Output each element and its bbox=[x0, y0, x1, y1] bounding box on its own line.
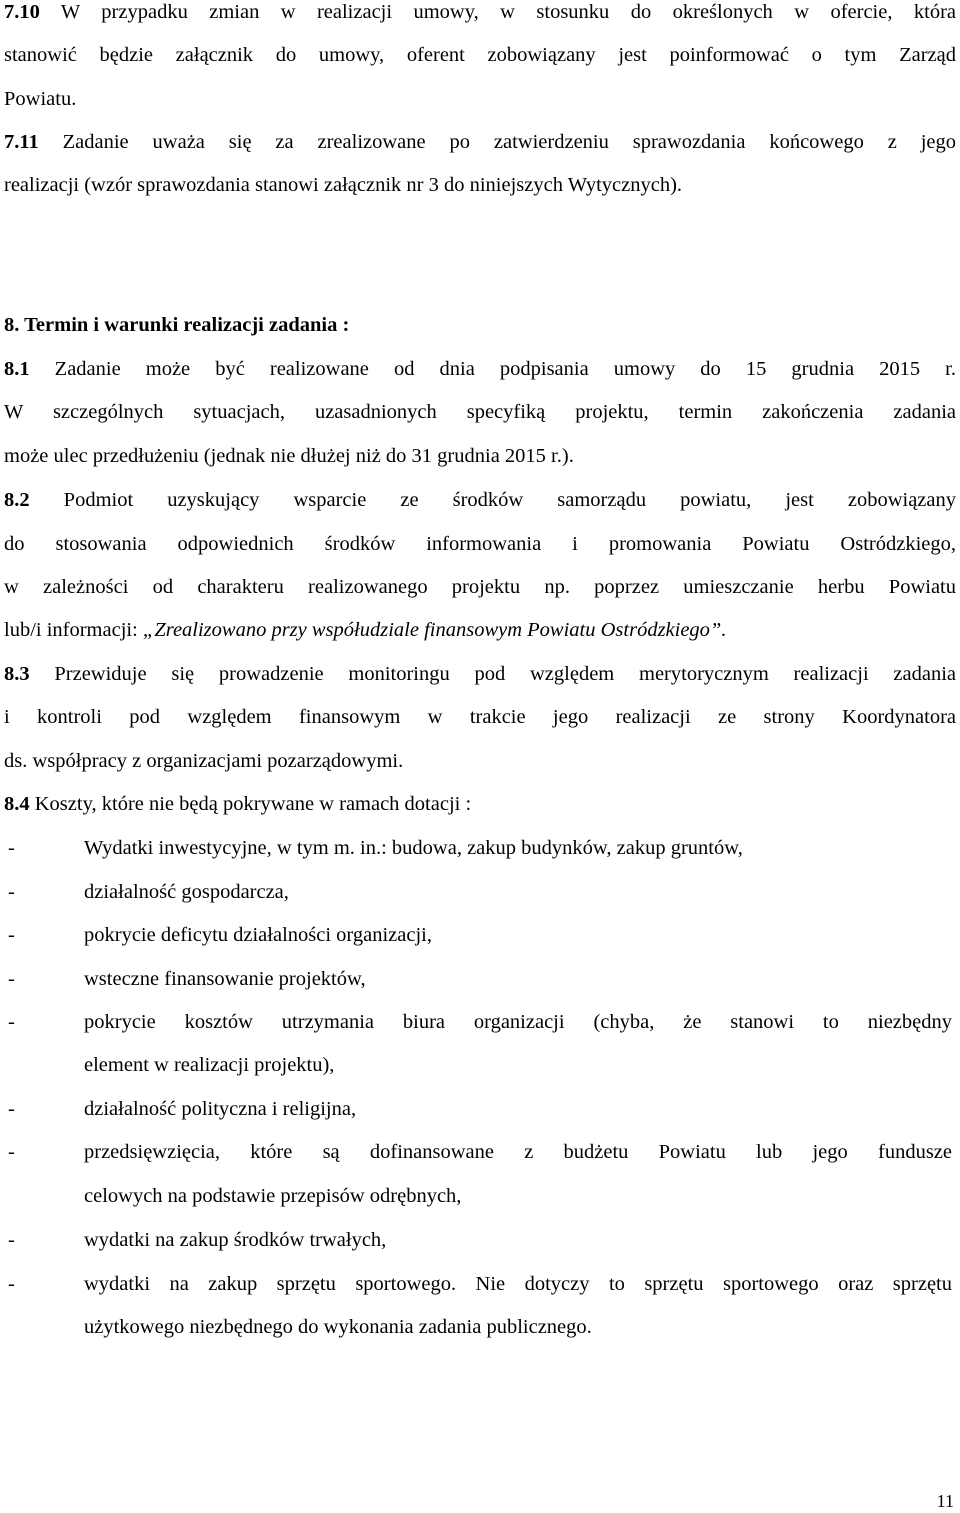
section-number: 8.3 bbox=[4, 663, 30, 685]
dash-bullet: - bbox=[8, 1098, 15, 1120]
text: W szczególnych sytuacjach, uzasadnionych specyfiką projektu, termin zakończenia zadania bbox=[4, 401, 956, 423]
text: realizacji (wzór sprawozdania stanowi załącznik nr 3 do niniejszych Wytycznych). bbox=[4, 174, 683, 196]
dash-bullet: - bbox=[8, 1229, 15, 1251]
text: ds. współpracy z organizacjami pozarządowymi. bbox=[4, 750, 404, 772]
list-item-text: wsteczne finansowanie projektów, bbox=[84, 968, 366, 990]
paragraph-8-2-line-4 bbox=[4, 618, 956, 642]
dash-bullet: - bbox=[8, 1273, 15, 1295]
text: Koszty, które nie będą pokrywane w ramach dotacji : bbox=[29, 793, 472, 815]
text: Przewiduje się prowadzenie monitoringu pod względem merytorycznym realizacji zadania bbox=[29, 663, 956, 685]
dash-bullet: - bbox=[8, 968, 15, 990]
paragraph-8-3-line-3 bbox=[4, 749, 956, 773]
text: do stosowania odpowiednich środków informowania i promowania Powiatu Ostródzkiego, bbox=[4, 533, 956, 555]
dash-bullet: - bbox=[8, 837, 15, 859]
dash-bullet: - bbox=[8, 881, 15, 903]
text: w zależności od charakteru realizowanego projektu np. poprzez umieszczanie herbu Powiatu bbox=[4, 576, 956, 598]
text: może ulec przedłużeniu (jednak nie dłużej niż do 31 grudnia 2015 r.). bbox=[4, 445, 574, 467]
paragraph-8-2-line-3 bbox=[4, 575, 956, 599]
paragraph-7-10-line-2 bbox=[4, 43, 956, 67]
list-item-text: działalność polityczna i religijna, bbox=[84, 1098, 357, 1120]
paragraph-8-3-line-1 bbox=[4, 662, 956, 686]
list-item-text: wydatki na zakup środków trwałych, bbox=[84, 1229, 387, 1251]
list-item-text: Wydatki inwestycyjne, w tym m. in.: budowa, zakup budynków, zakup gruntów, bbox=[84, 837, 743, 859]
paragraph-8-1-line-2 bbox=[4, 400, 956, 424]
paragraph-8-1-line-1 bbox=[4, 357, 956, 381]
paragraph-8-2-line-1 bbox=[4, 488, 956, 512]
section-heading: 8. Termin i warunki realizacji zadania : bbox=[4, 314, 350, 336]
text: i kontroli pod względem finansowym w trakcie jego realizacji ze strony Koordynatora bbox=[4, 706, 956, 728]
section-number: 7.11 bbox=[4, 131, 39, 153]
paragraph-7-11-line-1 bbox=[4, 130, 956, 154]
section-number: 8.1 bbox=[4, 358, 30, 380]
paragraph-8-1-line-3 bbox=[4, 444, 956, 468]
list-item-text: wydatki na zakup sprzętu sportowego. Nie dotyczy to sprzętu sportowego oraz sprzętu bbox=[84, 1273, 952, 1295]
text: Zadanie uważa się za zrealizowane po zatwierdzeniu sprawozdania końcowego z jego bbox=[38, 131, 956, 153]
text: Podmiot uzyskujący wsparcie ze środków samorządu powiatu, jest zobowiązany bbox=[29, 489, 956, 511]
dash-bullet: - bbox=[8, 1011, 15, 1033]
section-number: 8.2 bbox=[4, 489, 30, 511]
text: Zadanie może być realizowane od dnia podpisania umowy do 15 grudnia 2015 r. bbox=[29, 358, 956, 380]
list-item-text: pokrycie kosztów utrzymania biura organizacji (chyba, że stanowi to niezbędny bbox=[84, 1011, 952, 1033]
dash-bullet: - bbox=[8, 1141, 15, 1163]
paragraph-7-10-line-3 bbox=[4, 87, 956, 111]
list-item-text: użytkowego niezbędnego do wykonania zadania publicznego. bbox=[84, 1316, 592, 1338]
paragraph-7-11-line-2 bbox=[4, 173, 956, 197]
section-number: 8.4 bbox=[4, 793, 30, 815]
list-item-text: działalność gospodarcza, bbox=[84, 881, 289, 903]
list-item-text: celowych na podstawie przepisów odrębnych, bbox=[84, 1185, 462, 1207]
paragraph-8-3-line-2 bbox=[4, 705, 956, 729]
list-item-text: element w realizacji projektu), bbox=[84, 1054, 335, 1076]
paragraph-8-2-line-2 bbox=[4, 532, 956, 556]
text: Powiatu. bbox=[4, 88, 77, 110]
section-number: 7.10 bbox=[4, 1, 40, 23]
list-item-text: przedsięwzięcia, które są dofinansowane z budżetu Powiatu lub jego fundusze bbox=[84, 1141, 952, 1163]
paragraph-8-4-line-1 bbox=[4, 792, 956, 816]
text: W przypadku zmian w realizacji umowy, w stosunku do określonych w ofercie, która bbox=[39, 1, 956, 23]
list-item-text: pokrycie deficytu działalności organizacji, bbox=[84, 924, 432, 946]
quote-text: „Zrealizowano przy współudziale finansowym Powiatu Ostródzkiego”. bbox=[142, 619, 727, 641]
text: stanowić będzie załącznik do umowy, oferent zobowiązany jest poinformować o tym Zarząd bbox=[4, 44, 956, 66]
dash-bullet: - bbox=[8, 924, 15, 946]
paragraph-7-10-line-1 bbox=[4, 0, 956, 24]
text: lub/i informacji: bbox=[4, 619, 143, 641]
page-number: 11 bbox=[936, 1491, 954, 1511]
